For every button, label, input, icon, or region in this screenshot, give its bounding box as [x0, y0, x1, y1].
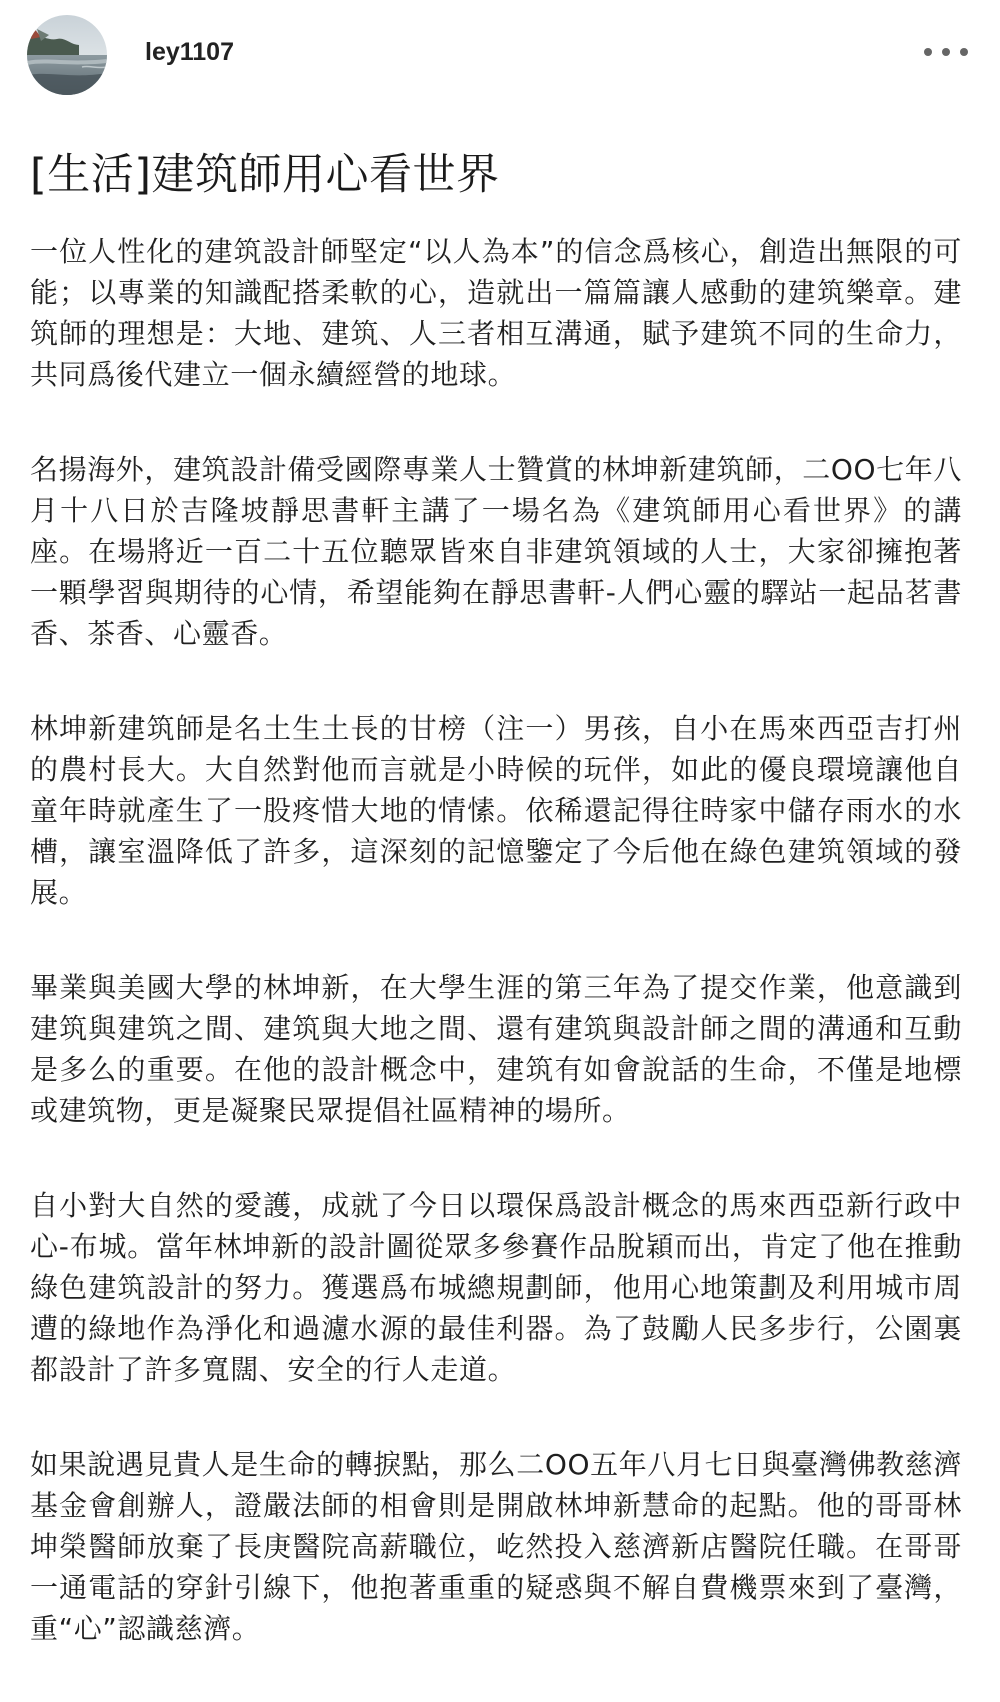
post-paragraph: 一位人性化的建筑設計師堅定“以人為本”的信念爲核心，創造出無限的可能；以專業的知識配搭柔軟的心，造就出一篇篇讓人感動的建筑樂章。建筑師的理想是：大地、建筑、人三者相互溝通，賦予建筑不同的生命力，共同爲後代建立一個永續經營的地球。 — [30, 235, 962, 391]
avatar[interactable] — [27, 15, 107, 95]
author-username[interactable]: ley1107 — [145, 38, 234, 66]
post-paragraph: 如果說遇見貴人是生命的轉捩點，那么二OO五年八月七日與臺灣佛教慈濟基金會創辦人，證嚴法師的相會則是開啟林坤新慧命的起點。他的哥哥林坤榮醫師放棄了長庚醫院高薪職位，屹然投入慈濟新店醫院任職。在哥哥一通電話的穿針引線下，他抱著重重的疑惑與不解自費機票來到了臺灣，重“心”認識慈濟。 — [30, 1448, 962, 1645]
post-paragraph: 林坤新建筑師是名土生土長的甘榜（注一）男孩，自小在馬來西亞吉打州的農村長大。大自然對他而言就是小時候的玩伴，如此的優良環境讓他自童年時就產生了一股疼惜大地的情愫。依稀還記得往時家中儲存雨水的水槽，讓室溫降低了許多，這深刻的記憶鑒定了今后他在綠色建筑領域的發展。 — [30, 712, 962, 909]
post-title: [生活]建筑師用心看世界 — [30, 150, 500, 200]
post-header — [30, 0, 962, 115]
more-options-icon — [960, 48, 968, 56]
more-options-button[interactable] — [924, 40, 968, 64]
more-options-icon — [924, 48, 932, 56]
post-paragraph: 畢業與美國大學的林坤新，在大學生涯的第三年為了提交作業，他意識到建筑與建筑之間、建筑與大地之間、還有建筑與設計師之間的溝通和互動是多么的重要。在他的設計概念中，建筑有如會說話的生命，不僅是地標或建筑物，更是凝聚民眾提倡社區精神的場所。 — [30, 971, 962, 1127]
post-paragraph: 自小對大自然的愛護，成就了今日以環保爲設計概念的馬來西亞新行政中心-布城。當年林坤新的設計圖從眾多參賽作品脫穎而出，肯定了他在推動綠色建筑設計的努力。獲選爲布城總規劃師，他用心地策劃及利用城市周遭的綠地作為淨化和過濾水源的最佳利器。為了鼓勵人民多步行，公園裏都設計了許多寬闊、安全的行人走道。 — [30, 1189, 962, 1386]
post-content — [30, 231, 962, 1649]
post-paragraph: 名揚海外，建筑設計備受國際專業人士贊賞的林坤新建筑師，二OO七年八月十八日於吉隆坡靜思書軒主講了一場名為《建筑師用心看世界》的講座。在場將近一百二十五位聽眾皆來自非建筑領域的人士，大家卻擁抱著一顆學習與期待的心情，希望能夠在靜思書軒-人們心靈的驛站一起品茗書香、茶香、心靈香。 — [30, 453, 962, 650]
more-options-icon — [942, 48, 950, 56]
landscape-avatar-icon — [27, 15, 107, 95]
